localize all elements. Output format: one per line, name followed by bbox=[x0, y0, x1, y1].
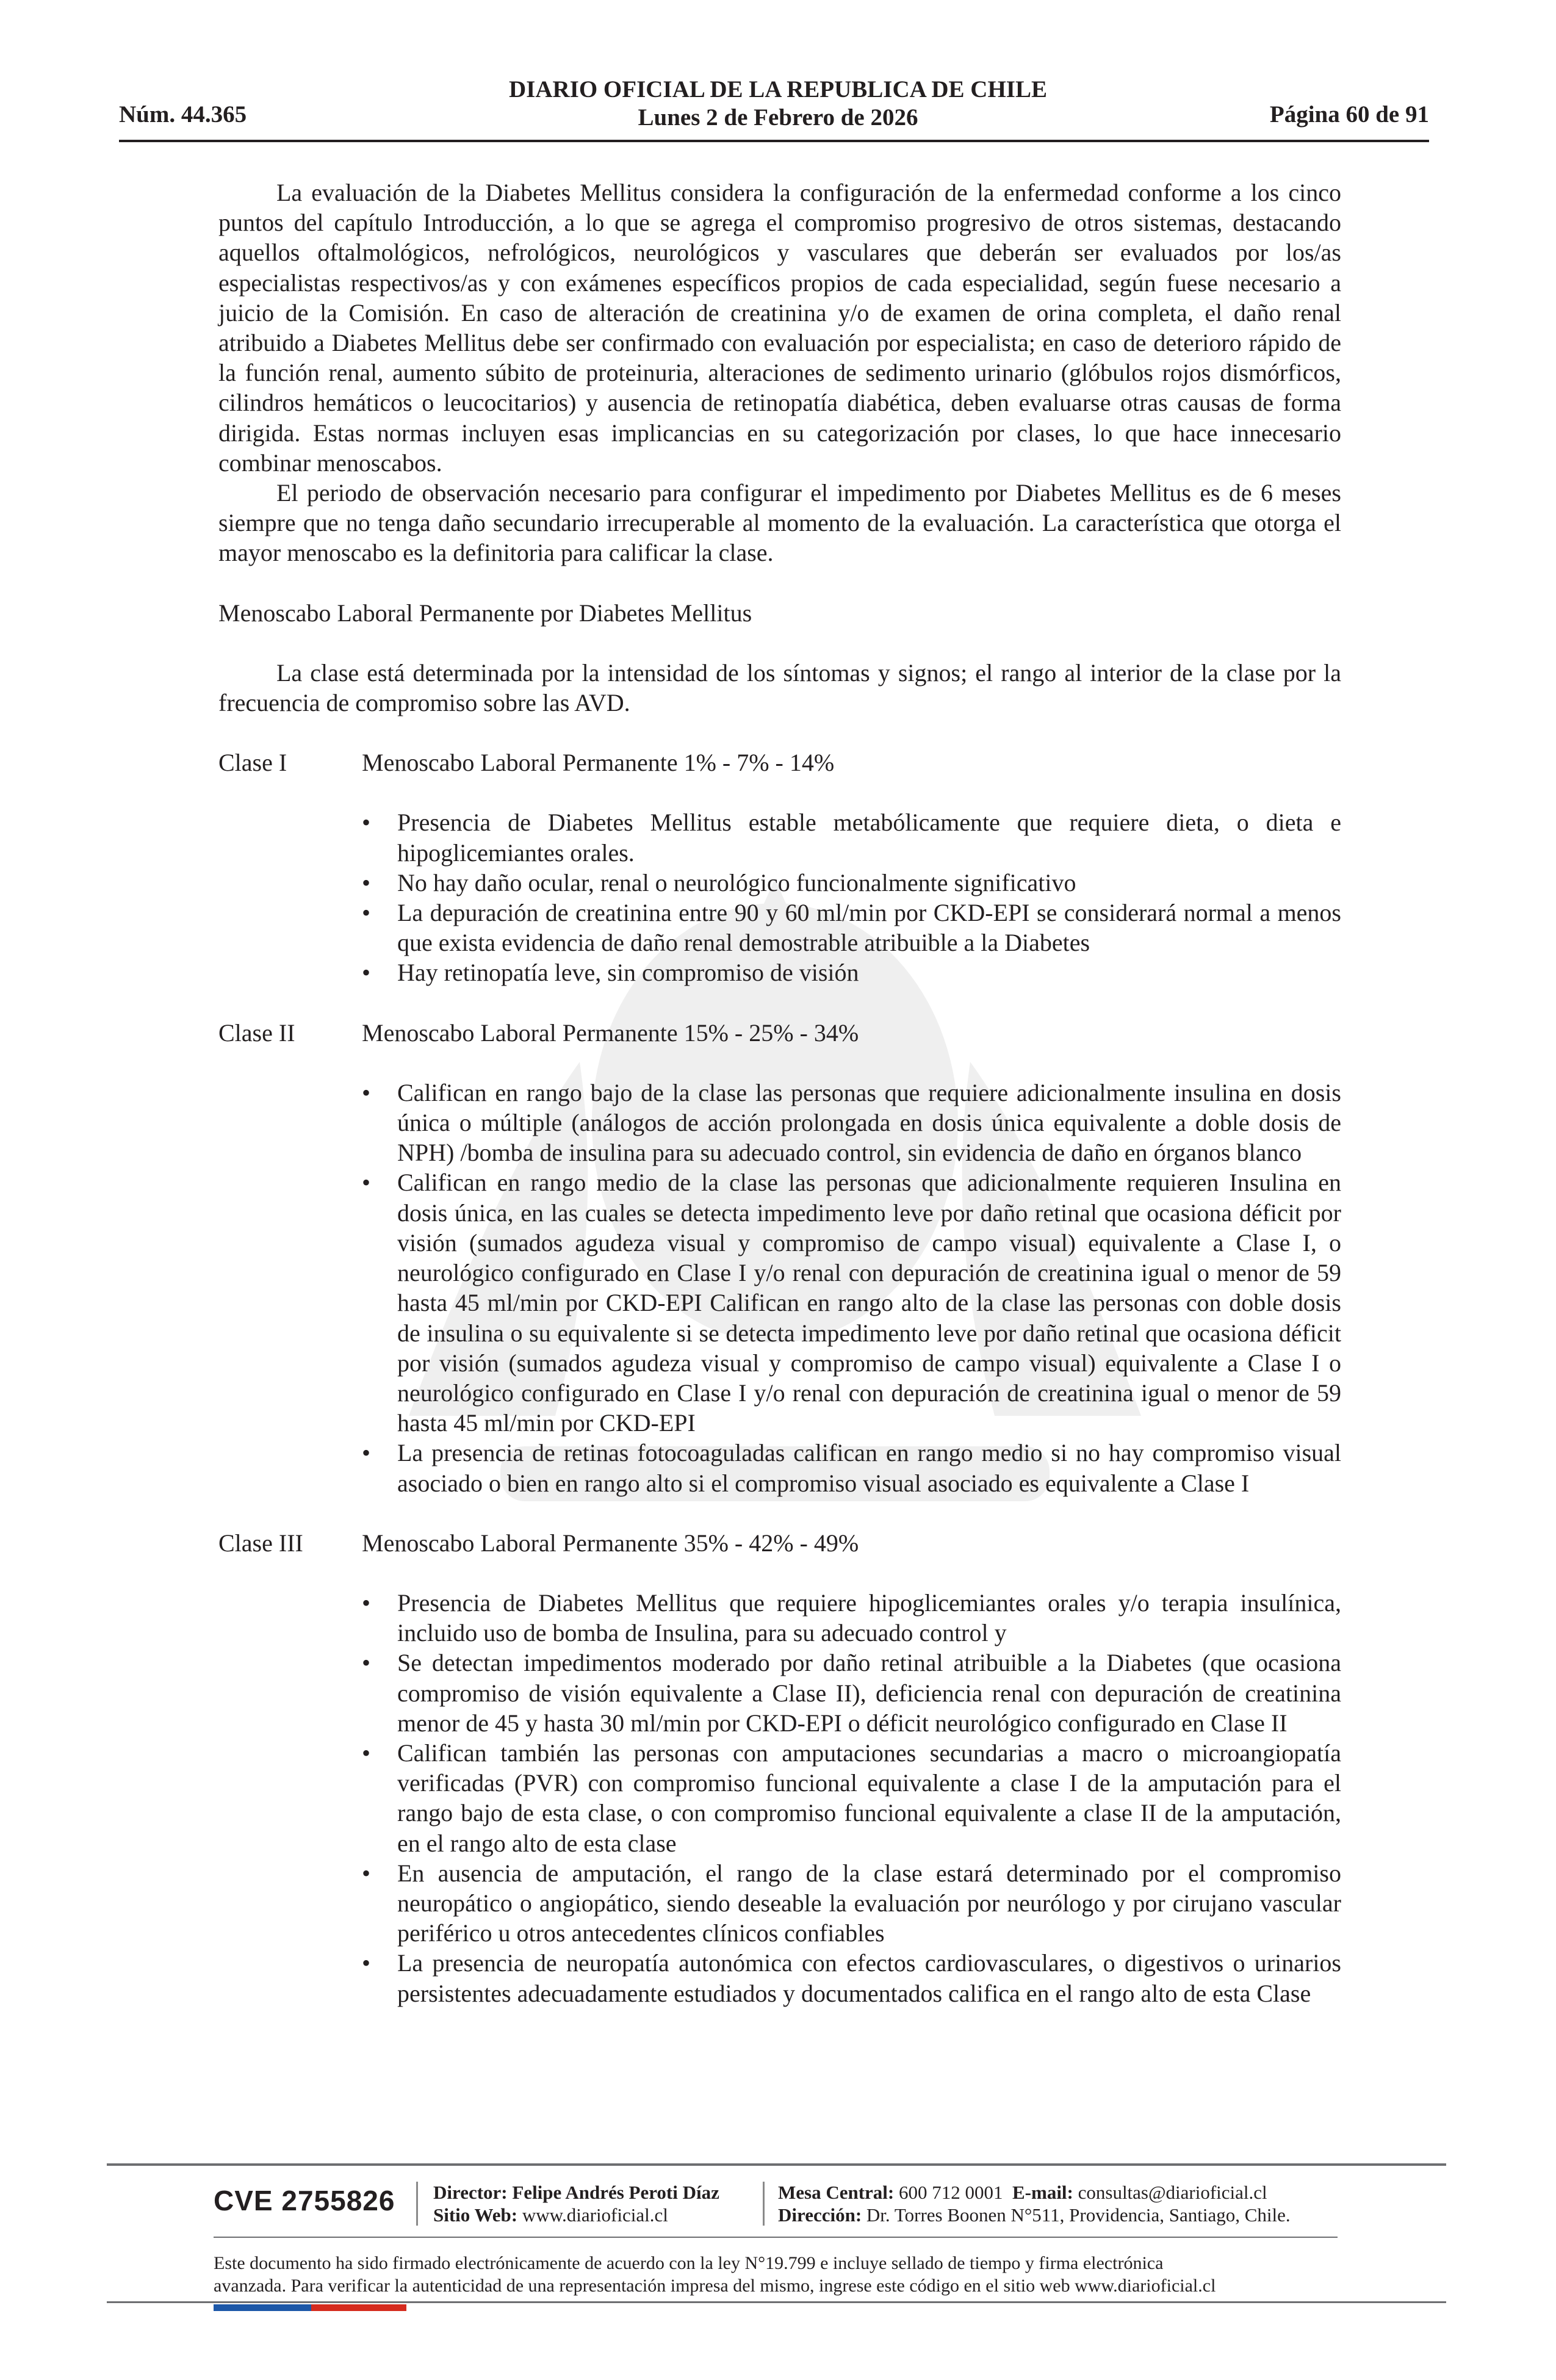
list-item: • Se detectan impedimentos moderado por daño retinal atribuible a la Diabetes (que ocasiona compromiso de visión equivalente a Clase II), deficiencia renal con depuración de creatinina menor de 45 y hasta 30 ml/min por CKD-EPI o déficit neurológico configurado en Clase II bbox=[362, 1648, 1341, 1738]
list-item: • En ausencia de amputación, el rango de la clase estará determinado por el compromiso neuropático o angiopático, siendo deseable la evaluación por neurólogo y por cirujano vascular periférico u otros antecedentes clínicos confiables bbox=[362, 1858, 1341, 1949]
page-indicator: Página 60 de 91 bbox=[1269, 101, 1429, 128]
flag-stripe-blue bbox=[214, 2304, 311, 2311]
address-label: Dirección: bbox=[778, 2204, 862, 2226]
director-label: Director: bbox=[433, 2182, 508, 2203]
website-label: Sitio Web: bbox=[433, 2204, 518, 2226]
class-title: Menoscabo Laboral Permanente 35% - 42% - 49% bbox=[362, 1529, 859, 1557]
legal-notice bbox=[214, 2252, 1349, 2297]
phone-number: 600 712 0001 bbox=[899, 2182, 1003, 2203]
body-paragraph: La clase está determinada por la intensidad de los síntomas y signos; el rango al interior de la clase por la frecuencia de compromiso sobre las AVD. bbox=[218, 658, 1341, 717]
footer-contact-right bbox=[778, 2181, 1291, 2226]
phone-label: Mesa Central: bbox=[778, 2182, 895, 2203]
list-item: • Califican también las personas con amputaciones secundarias a macro o microangiopatía verificadas (PVR) con compromiso funcional equivalente a clase I de la amputación para el rango bajo de esta clase, o con compromiso funcional equivalente a clase II de la amputación, en el rango alto de esta clase bbox=[362, 1738, 1341, 1858]
section-heading: Menoscabo Laboral Permanente por Diabetes Mellitus bbox=[218, 599, 752, 627]
class-label: Clase III bbox=[218, 1529, 303, 1557]
list-item: • Califican en rango bajo de la clase las personas que requiere adicionalmente insulina en dosis única o múltiple (análogos de acción prolongada en dosis única equivalente a doble dosis de NPH) /bomba de insulina para su adecuado control, sin evidencia de daño en órganos blanco bbox=[362, 1078, 1341, 1168]
director-name: Felipe Andrés Peroti Díaz bbox=[512, 2182, 719, 2203]
footer-divider bbox=[214, 2237, 1338, 2238]
footer-divider bbox=[107, 2301, 1446, 2303]
email-link[interactable]: consultas@diarioficial.cl bbox=[1078, 2182, 1267, 2203]
legal-notice-line: Este documento ha sido firmado electrónicamente de acuerdo con la ley N°19.799 e incluye sellado de tiempo y firma electrónica bbox=[214, 2253, 1164, 2273]
document-body bbox=[218, 178, 1341, 2008]
flag-stripe-red bbox=[311, 2304, 406, 2311]
address-text: Dr. Torres Boonen N°511, Providencia, Santiago, Chile. bbox=[866, 2204, 1291, 2226]
header-divider bbox=[119, 140, 1429, 142]
footer-contact-left bbox=[433, 2181, 719, 2226]
publication-title: DIARIO OFICIAL DE LA REPUBLICA DE CHILE bbox=[508, 76, 1047, 103]
class-title: Menoscabo Laboral Permanente 15% - 25% - 34% bbox=[362, 1019, 859, 1047]
footer-divider bbox=[107, 2163, 1446, 2166]
list-item: • Presencia de Diabetes Mellitus estable metabólicamente que requiere dieta, o dieta e hipoglicemiantes orales. bbox=[362, 807, 1341, 867]
class-heading bbox=[218, 1018, 1341, 1048]
list-item: • Presencia de Diabetes Mellitus que requiere hipoglicemiantes orales y/o terapia insulínica, incluido uso de bomba de Insulina, para su adecuado control y bbox=[362, 1588, 1341, 1648]
body-paragraph: El periodo de observación necesario para configurar el impedimento por Diabetes Mellitus es de 6 meses siempre que no tenga daño secundario irrecuperable al momento de la evaluación. La característica que otorga el mayor menoscabo es la definitoria para calificar la clase. bbox=[218, 479, 1341, 567]
cve-code: CVE 2755826 bbox=[214, 2185, 395, 2216]
list-item: • No hay daño ocular, renal o neurológico funcionalmente significativo bbox=[362, 868, 1341, 898]
legal-notice-line: avanzada. Para verificar la autenticidad de una representación impresa del mismo, ingrese este código en el sitio web www.diarioficial.cl bbox=[214, 2276, 1216, 2296]
email-label: E-mail: bbox=[1012, 2182, 1073, 2203]
issue-date: Lunes 2 de Febrero de 2026 bbox=[638, 104, 918, 131]
footer-separator bbox=[763, 2182, 765, 2226]
list-item: • Hay retinopatía leve, sin compromiso de visión bbox=[362, 957, 1341, 987]
issue-number: Núm. 44.365 bbox=[119, 101, 247, 128]
list-item: • Califican en rango medio de la clase las personas que adicionalmente requieren Insulina en dosis única, en las cuales se detecta impedimento leve por daño retinal que ocasiona déficit por visión (sumados agudeza visual y compromiso de campo visual) equivalente a Clase I, o neurológico configurado en Clase I y/o renal con depuración de creatinina igual o menor de 59 hasta 45 ml/min por CKD-EPI Califican en rango alto de la clase las personas con doble dosis de insulina o su equivalente si se detecta impedimento leve por daño retinal que ocasiona déficit por visión (sumados agudeza visual y compromiso de campo visual) equivalente a Clase I o neurológico configurado en Clase I y/o renal con depuración de creatinina igual o menor de 59 hasta 45 ml/min por CKD-EPI bbox=[362, 1167, 1341, 1438]
list-item: • La presencia de neuropatía autonómica con efectos cardiovasculares, o digestivos o urinarios persistentes adecuadamente estudiados y documentados califica en el rango alto de esta Clase bbox=[362, 1948, 1341, 2008]
website-link[interactable]: www.diarioficial.cl bbox=[522, 2204, 668, 2226]
class-title: Menoscabo Laboral Permanente 1% - 7% - 14% bbox=[362, 749, 835, 777]
class-label: Clase II bbox=[218, 1019, 295, 1047]
body-paragraph: La evaluación de la Diabetes Mellitus considera la configuración de la enfermedad conforme a los cinco puntos del capítulo Introducción, a lo que se agrega el compromiso progresivo de otros sistemas, destacando aquellos oftalmológicos, nefrológicos, neurológicos y vasculares que deberán ser evaluados por los/as especialistas respectivos/as y con exámenes específicos propios de cada especialidad, según fuese necesario a juicio de la Comisión. En caso de alteración de creatinina y/o de examen de orina completa, el daño renal atribuido a Diabetes Mellitus debe ser confirmado con evaluación por especialista; en caso de deterioro rápido de la función renal, aumento súbito de proteinuria, alteraciones de sedimento urinario (glóbulos rojos dismórficos, cilindros hemáticos o leucocitarios) y ausencia de retinopatía diabética, deben evaluarse otras causas de forma dirigida. Estas normas incluyen esas implicancias en su categorización por clases, lo que hace innecesario combinar menoscabos. bbox=[218, 179, 1341, 477]
class-heading bbox=[218, 1528, 1341, 1558]
class-label: Clase I bbox=[218, 749, 287, 777]
class-heading bbox=[218, 748, 1341, 777]
class-criteria-list bbox=[218, 1588, 1341, 2008]
list-item: • La presencia de retinas fotocoaguladas califican en rango medio si no hay compromiso visual asociado o bien en rango alto si el compromiso visual asociado es equivalente a Clase I bbox=[362, 1438, 1341, 1498]
class-criteria-list bbox=[218, 807, 1341, 987]
footer-separator bbox=[416, 2182, 418, 2226]
list-item: • La depuración de creatinina entre 90 y 60 ml/min por CKD-EPI se considerará normal a menos que exista evidencia de daño renal demostrable atribuible a la Diabetes bbox=[362, 898, 1341, 957]
class-criteria-list bbox=[218, 1078, 1341, 1498]
